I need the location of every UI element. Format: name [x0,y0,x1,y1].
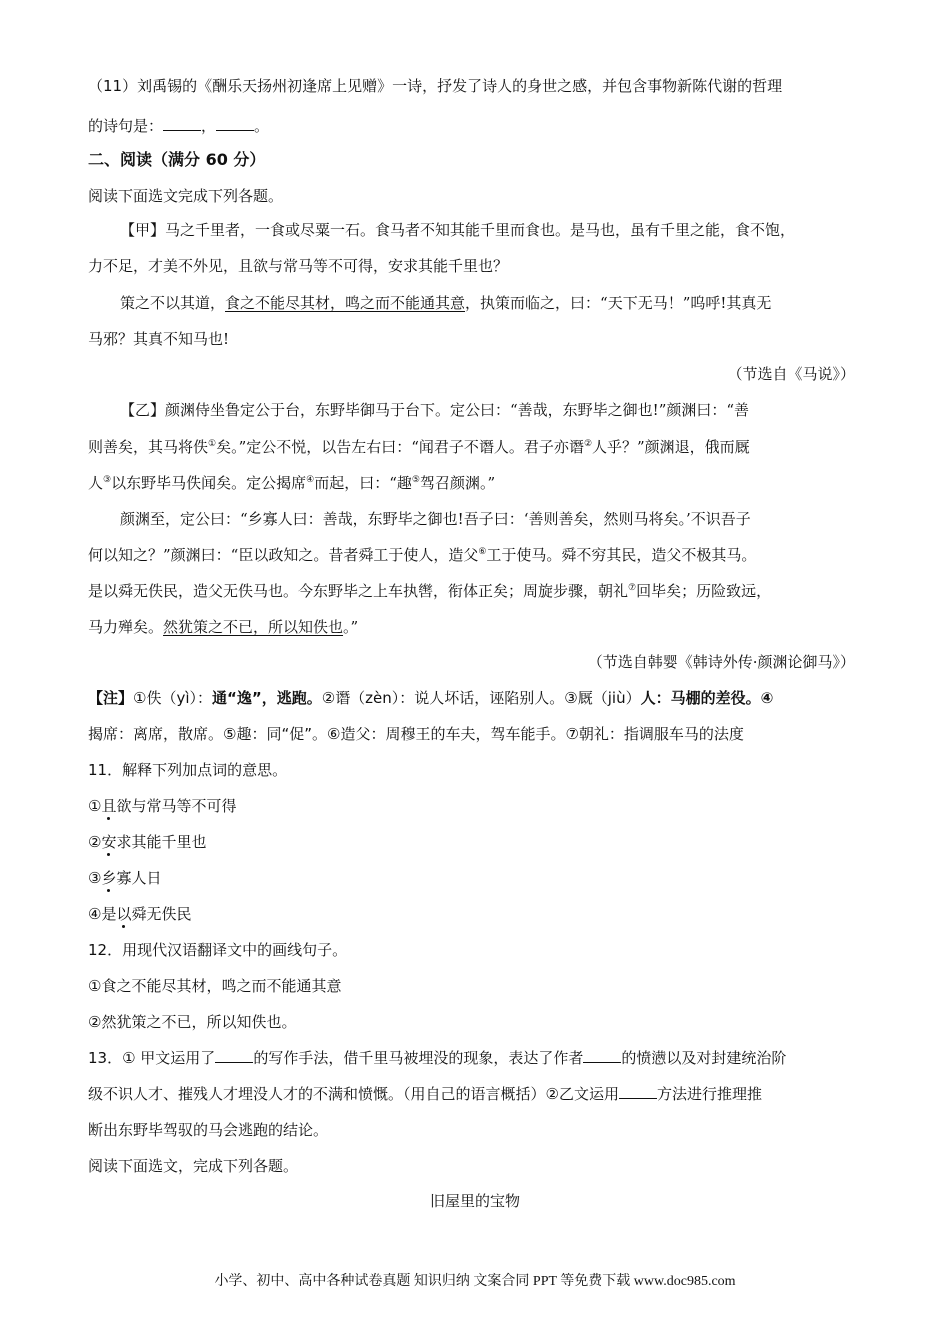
answer-blank[interactable] [163,116,201,131]
q13-line2: 级不识人才、摧残人才埋没人才的不满和愤慨。（用自己的语言概括）②乙文运用 方法进行推理推 [88,1085,762,1103]
answer-blank[interactable] [216,116,254,131]
q12-item2: ②然犹策之不已，所以知佚也。 [88,1013,297,1031]
q13-line3: 断出东野毕驾驭的马会逃跑的结论。 [88,1121,329,1139]
next-article-title: 旧屋里的宝物 [429,1192,520,1210]
jia-source: （节选自《马说》） [727,365,855,383]
answer-blank[interactable] [583,1048,621,1063]
q11-item1: ①且欲与常马等不可得 [88,797,237,815]
next-intro: 阅读下面选文，完成下列各题。 [88,1157,299,1175]
q11-fill-line2: 的诗句是： ， 。 [88,117,270,135]
q11-title: 11．解释下列加点词的意思。 [88,761,288,779]
section-title: 二、阅读（满分 60 分） [88,150,266,169]
page-footer: 小学、初中、高中各种试卷真题 知识归纳 文案合同 PPT 等免费下载 www.doc985.com [214,1274,736,1289]
q13-line1: 13．① 甲文运用了 的写作手法，借千里马被埋没的现象，表达了作者 的愤懑以及对封建统治阶 [88,1049,787,1067]
underlined-sentence: 然犹策之不已，所以知佚也 [163,618,344,636]
jia-paragraph2-line2: 马邪？其真不知马也! [88,330,230,348]
yi-line7: 马力殚矣。然犹策之不已，所以知佚也。” [88,618,359,636]
yi-line3: 人③以东野毕马佚闻矣。定公揭席④而起，曰：“趣⑤驾召颜渊。” [88,474,496,492]
yi-line6: 是以舜无佚民，造父无佚马也。今东野毕之上车执辔，衔体正矣；周旋步骤，朝礼⑦回毕矣；历险致远， [88,582,772,600]
yi-line1: 【乙】颜渊侍坐鲁定公于台，东野毕御马于台下。定公曰：“善哉，东野毕之御也!”颜渊曰：“善 [120,401,750,419]
q11-fill-line1: （11）刘禹锡的《酬乐天扬州初逢席上见赠》一诗，抒发了诗人的身世之感，并包含事物新陈代谢的哲理 [88,77,783,95]
q12-title: 12．用现代汉语翻译文中的画线句子。 [88,941,348,959]
q11-item3: ③乡寡人日 [88,869,162,887]
underlined-sentence: 食之不能尽其材，鸣之而不能通其意 [225,294,466,312]
jia-paragraph1-line2: 力不足，才美不外见，且欲与常马等不可得，安求其能千里也？ [88,257,509,275]
answer-blank[interactable] [215,1048,253,1063]
notes-line1: 【注】①佚（yì）：通“逸”，逃跑。②谮（zèn）：说人坏话，诬陷别人。③厩（jiù）人：马棚的差役。④ [88,689,774,707]
jia-paragraph1-line1: 【甲】马之千里者，一食或尽粟一石。食马者不知其能千里而食也。是马也，虽有千里之能，食不饱， [120,221,796,239]
yi-line5: 何以知之？”颜渊曰：“臣以政知之。昔者舜工于使人，造父⑥工于使马。舜不穷其民，造父不极其马。 [88,546,757,564]
yi-line4: 颜渊至，定公曰：“乡寡人曰：善哉，东野毕之御也!吾子曰：‘善则善矣，然则马将矣。’不识吾子 [120,510,751,528]
q11-item4: ④是以舜无佚民 [88,905,192,923]
yi-source: （节选自韩婴《韩诗外传·颜渊论御马》） [587,653,855,671]
answer-blank[interactable] [619,1084,657,1099]
section-intro: 阅读下面选文完成下列各题。 [88,187,284,205]
jia-paragraph2-line1: 策之不以其道，食之不能尽其材，鸣之而不能通其意，执策而临之，曰：“天下无马！”呜呼!其真无 [120,294,772,312]
notes-line2: 揭席：离席，散席。⑤趣：同“促”。⑥造父：周穆王的车夫，驾车能手。⑦朝礼：指调服车马的法度 [88,725,744,743]
q11-item2: ②安求其能千里也 [88,833,207,851]
yi-line2: 则善矣，其马将佚①矣。”定公不悦，以告左右曰：“闻君子不谮人。君子亦谮②人乎？”颜渊退，俄而厩 [88,438,750,456]
q12-item1: ①食之不能尽其材，鸣之而不能通其意 [88,977,342,995]
